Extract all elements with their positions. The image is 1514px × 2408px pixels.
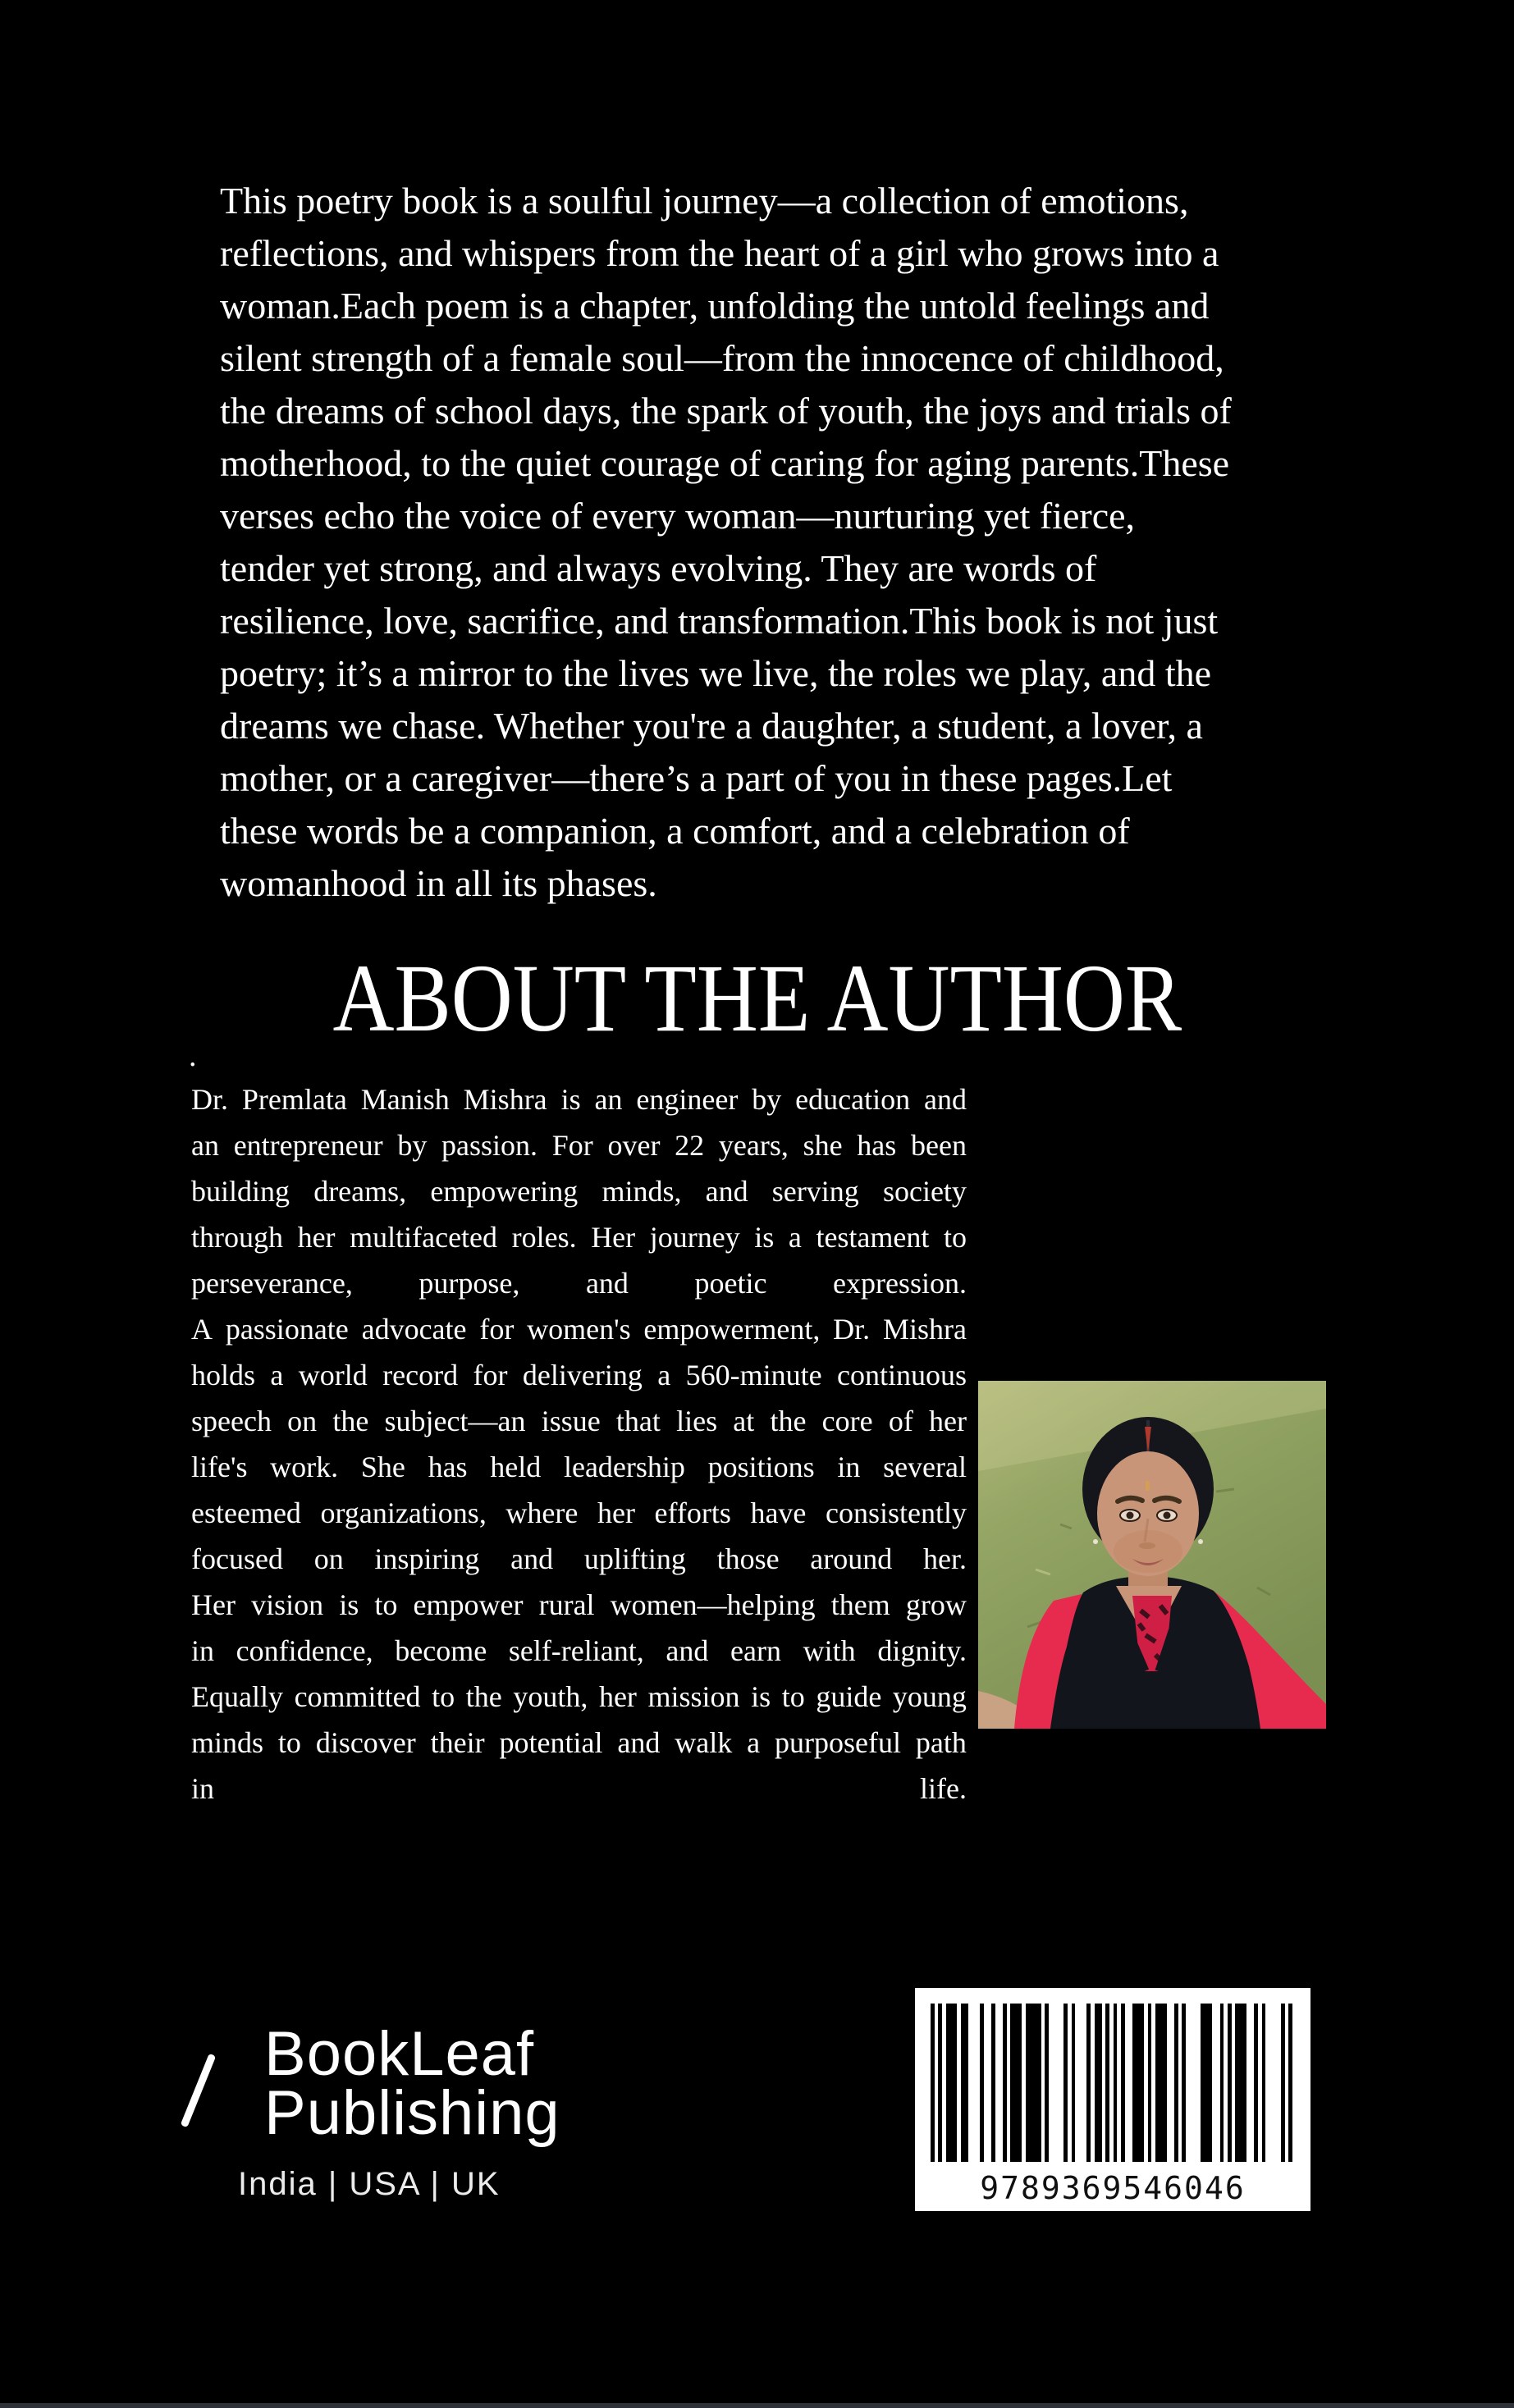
bio-word: 560-minute xyxy=(685,1359,822,1391)
bio-word: youth, xyxy=(513,1680,588,1713)
bio-word: life's xyxy=(191,1451,248,1483)
publisher-logo xyxy=(140,2036,252,2147)
bio-line xyxy=(191,1628,967,1674)
bio-word: that xyxy=(615,1405,661,1437)
bio-word: issue xyxy=(541,1405,601,1437)
bio-word: has xyxy=(857,1129,897,1162)
bio-word: an xyxy=(594,1083,623,1116)
slash-icon xyxy=(181,2054,217,2128)
bio-line xyxy=(191,1214,967,1260)
bio-word: subject—an xyxy=(384,1405,526,1437)
bio-word: She xyxy=(360,1451,405,1483)
bio-line xyxy=(191,1766,967,1812)
bio-word: the xyxy=(770,1405,807,1437)
bio-word: grow xyxy=(905,1588,967,1621)
bio-word: Manish xyxy=(360,1083,450,1116)
bio-word: is xyxy=(560,1083,581,1116)
bio-word: those xyxy=(716,1542,780,1575)
bio-word: earn xyxy=(730,1634,781,1667)
bio-word: delivering xyxy=(522,1359,643,1391)
bio-word: minds xyxy=(191,1726,264,1759)
bio-word: she xyxy=(803,1129,843,1162)
bio-word: testament xyxy=(816,1221,930,1254)
bio-word: leadership xyxy=(563,1451,685,1483)
bio-word: confidence, xyxy=(236,1634,373,1667)
left-earring xyxy=(1093,1539,1098,1544)
bio-word: in xyxy=(191,1772,215,1805)
bio-word: dignity. xyxy=(877,1634,967,1667)
bio-line xyxy=(191,1720,967,1766)
bio-word: to xyxy=(781,1680,805,1713)
bio-word: passion. xyxy=(441,1129,538,1162)
barcode-number: 9789369546046 xyxy=(980,2170,1246,2206)
bio-word: engineer xyxy=(636,1083,739,1116)
bio-line xyxy=(191,1536,967,1582)
bio-word: education xyxy=(795,1083,911,1116)
bio-word: women's xyxy=(527,1313,631,1346)
bio-word: vision xyxy=(251,1588,324,1621)
bio-word: and xyxy=(666,1634,709,1667)
synopsis-line: resilience, love, sacrifice, and transformation.This book is not just xyxy=(220,600,1219,642)
bio-word: and xyxy=(924,1083,967,1116)
bio-word: dreams, xyxy=(313,1175,407,1208)
bio-word: organizations, xyxy=(320,1496,487,1529)
synopsis-line: dreams we chase. Whether you're a daughter, a student, a lover, a xyxy=(220,705,1203,747)
synopsis-line: poetry; it’s a mirror to the lives we live, the roles we play, and the xyxy=(220,652,1212,694)
bio-word: women—helping xyxy=(610,1588,816,1621)
bio-word: empower xyxy=(413,1588,524,1621)
bio-word: the xyxy=(465,1680,502,1713)
bio-word: expression. xyxy=(832,1267,967,1300)
synopsis-line: silent strength of a female soul—from the innocence of childhood, xyxy=(220,337,1224,379)
bio-word: around xyxy=(810,1542,893,1575)
bio-word: the xyxy=(332,1405,369,1437)
bio-word: of xyxy=(888,1405,913,1437)
bio-word: several xyxy=(883,1451,967,1483)
bio-word: by xyxy=(397,1129,428,1162)
bio-word: over xyxy=(607,1129,661,1162)
bio-word: has xyxy=(428,1451,468,1483)
bio-word: world xyxy=(298,1359,368,1391)
bio-line xyxy=(191,1168,967,1214)
bio-word: for xyxy=(473,1359,508,1391)
bio-word: uplifting xyxy=(583,1542,686,1575)
bio-word: is xyxy=(754,1221,775,1254)
bio-word: holds xyxy=(191,1359,256,1391)
bio-word: for xyxy=(479,1313,515,1346)
bio-word: become xyxy=(395,1634,487,1667)
bio-word: is xyxy=(339,1588,359,1621)
about-heading-text: ABOUT THE AUTHOR xyxy=(332,944,1182,1052)
bio-word: life. xyxy=(920,1772,967,1805)
bio-line xyxy=(191,1398,967,1444)
bio-word: and xyxy=(617,1726,661,1759)
bio-word: entrepreneur xyxy=(233,1129,383,1162)
bio-word: a xyxy=(657,1359,671,1391)
bio-word: inspiring xyxy=(374,1542,480,1575)
bio-word: her xyxy=(297,1221,336,1254)
bio-word: potential xyxy=(499,1726,603,1759)
bio-word: on xyxy=(313,1542,344,1575)
bio-word: roles. xyxy=(511,1221,577,1254)
bio-word: her xyxy=(597,1496,635,1529)
bio-word: to xyxy=(943,1221,967,1254)
bio-word: rural xyxy=(538,1588,595,1621)
barcode xyxy=(915,1988,1310,2211)
barcode-module xyxy=(1288,2004,1292,2162)
bio-word: path xyxy=(915,1726,967,1759)
bio-word: self-reliant, xyxy=(508,1634,644,1667)
bio-word: lies xyxy=(676,1405,718,1437)
bio-word: purposeful xyxy=(775,1726,901,1759)
bio-line xyxy=(191,1352,967,1398)
bio-word: them xyxy=(830,1588,890,1621)
bio-word: her. xyxy=(922,1542,967,1575)
synopsis-line: these words be a companion, a comfort, and a celebration of xyxy=(220,810,1130,852)
bio-word: their xyxy=(430,1726,485,1759)
bio-word: poetic xyxy=(694,1267,767,1300)
bio-word: and xyxy=(585,1267,629,1300)
bio-word: in xyxy=(837,1451,861,1483)
bio-word: and xyxy=(705,1175,748,1208)
bio-word: multifaceted xyxy=(350,1221,498,1254)
bio-word: a xyxy=(747,1726,761,1759)
bio-word: society xyxy=(882,1175,967,1208)
bio-word: where xyxy=(505,1496,579,1529)
bio-word: Mishra xyxy=(882,1313,967,1346)
bio-word: empowering xyxy=(430,1175,579,1208)
bio-word: to xyxy=(432,1680,455,1713)
bio-word: an xyxy=(191,1129,219,1162)
bio-word: Mishra xyxy=(463,1083,547,1116)
bio-line xyxy=(191,1444,967,1490)
bio-word: with xyxy=(803,1634,856,1667)
publisher-name-line1: BookLeaf xyxy=(264,2019,535,2089)
bio-word: at xyxy=(733,1405,755,1437)
bio-word: Dr. xyxy=(833,1313,871,1346)
bio-word: consistently xyxy=(826,1496,967,1529)
bio-word: minds, xyxy=(601,1175,682,1208)
bio-word: perseverance, xyxy=(191,1267,353,1300)
bio-word: Her xyxy=(191,1588,236,1621)
bio-word: and xyxy=(510,1542,554,1575)
synopsis-line: This poetry book is a soulful journey—a collection of emotions, xyxy=(220,180,1189,222)
bio-line xyxy=(191,1306,967,1352)
bio-word: Dr. xyxy=(191,1083,228,1116)
author-photo-illustration xyxy=(978,1381,1326,1729)
bio-word: For xyxy=(551,1129,593,1162)
bio-word: passionate xyxy=(225,1313,349,1346)
bio-word: Her xyxy=(591,1221,636,1254)
bio-word: through xyxy=(191,1221,283,1254)
bio-word: been xyxy=(911,1129,967,1162)
barcode-bars xyxy=(931,2004,1293,2162)
author-bio-paragraph xyxy=(191,1076,967,1812)
bio-word: in xyxy=(191,1634,215,1667)
bio-line xyxy=(191,1122,967,1168)
bio-word: continuous xyxy=(836,1359,967,1391)
left-iris xyxy=(1127,1512,1134,1519)
bio-line xyxy=(191,1076,967,1122)
right-iris xyxy=(1164,1512,1171,1519)
synopsis-line: woman.Each poem is a chapter, unfolding the untold feelings and xyxy=(220,285,1210,327)
bio-word: a xyxy=(270,1359,284,1391)
publisher-name-line2: Publishing xyxy=(264,2078,560,2148)
synopsis-paragraph xyxy=(220,175,1451,910)
synopsis-line: reflections, and whispers from the heart of a girl who grows into a xyxy=(220,232,1219,274)
bio-word: by xyxy=(752,1083,782,1116)
bio-line xyxy=(191,1490,967,1536)
bio-word: core xyxy=(821,1405,873,1437)
bio-word: advocate xyxy=(361,1313,467,1346)
bio-word: committed xyxy=(294,1680,421,1713)
bio-word: efforts xyxy=(654,1496,731,1529)
bio-word: serving xyxy=(771,1175,859,1208)
bottom-edge-strip xyxy=(0,2403,1514,2408)
tilak-mark xyxy=(1146,1481,1150,1491)
bio-word: A xyxy=(191,1313,213,1346)
publisher-name xyxy=(264,2019,560,2148)
about-the-author-heading xyxy=(0,945,1514,1052)
bio-word: positions xyxy=(707,1451,815,1483)
bio-word: is xyxy=(751,1680,771,1713)
bio-word: focused xyxy=(191,1542,283,1575)
bio-word: speech xyxy=(191,1405,272,1437)
bio-word: discover xyxy=(315,1726,416,1759)
right-earring xyxy=(1198,1539,1203,1544)
bio-word: her xyxy=(929,1405,967,1437)
synopsis-line: tender yet strong, and always evolving. They are words of xyxy=(220,547,1097,589)
face-shading xyxy=(1114,1530,1182,1573)
bio-word: young xyxy=(892,1680,967,1713)
synopsis-line: verses echo the voice of every woman—nurturing yet fierce, xyxy=(220,495,1136,537)
synopsis-line: the dreams of school days, the spark of youth, the joys and trials of xyxy=(220,390,1232,432)
bio-line xyxy=(191,1582,967,1628)
bio-word: on xyxy=(287,1405,318,1437)
synopsis-line: mother, or a caregiver—there’s a part of you in these pages.Let xyxy=(220,757,1173,799)
bio-word: work. xyxy=(270,1451,339,1483)
bio-word: 22 xyxy=(675,1129,705,1162)
bio-word: to xyxy=(277,1726,301,1759)
nose-shadow xyxy=(1139,1542,1155,1549)
bio-word: mission xyxy=(647,1680,740,1713)
synopsis-line: womanhood in all its phases. xyxy=(220,862,657,904)
bio-word: to xyxy=(374,1588,398,1621)
bio-word: have xyxy=(750,1496,807,1529)
bio-word: journey xyxy=(649,1221,740,1254)
stray-period: . xyxy=(189,1039,197,1073)
bio-word: a xyxy=(788,1221,802,1254)
bio-word: walk xyxy=(675,1726,733,1759)
bio-word: Equally xyxy=(191,1680,283,1713)
bio-word: guide xyxy=(816,1680,882,1713)
bio-word: empowerment, xyxy=(643,1313,821,1346)
bio-word: building xyxy=(191,1175,290,1208)
bio-word: esteemed xyxy=(191,1496,301,1529)
synopsis-line: motherhood, to the quiet courage of caring for aging parents.These xyxy=(220,442,1230,484)
bio-word: years, xyxy=(718,1129,789,1162)
bio-line xyxy=(191,1260,967,1306)
bio-line xyxy=(191,1674,967,1720)
publisher-regions: India | USA | UK xyxy=(238,2166,501,2202)
bio-word: Premlata xyxy=(241,1083,347,1116)
bio-word: held xyxy=(490,1451,542,1483)
bio-word: record xyxy=(382,1359,459,1391)
author-photo xyxy=(978,1381,1326,1729)
bio-word: her xyxy=(598,1680,637,1713)
bio-word: purpose, xyxy=(419,1267,520,1300)
